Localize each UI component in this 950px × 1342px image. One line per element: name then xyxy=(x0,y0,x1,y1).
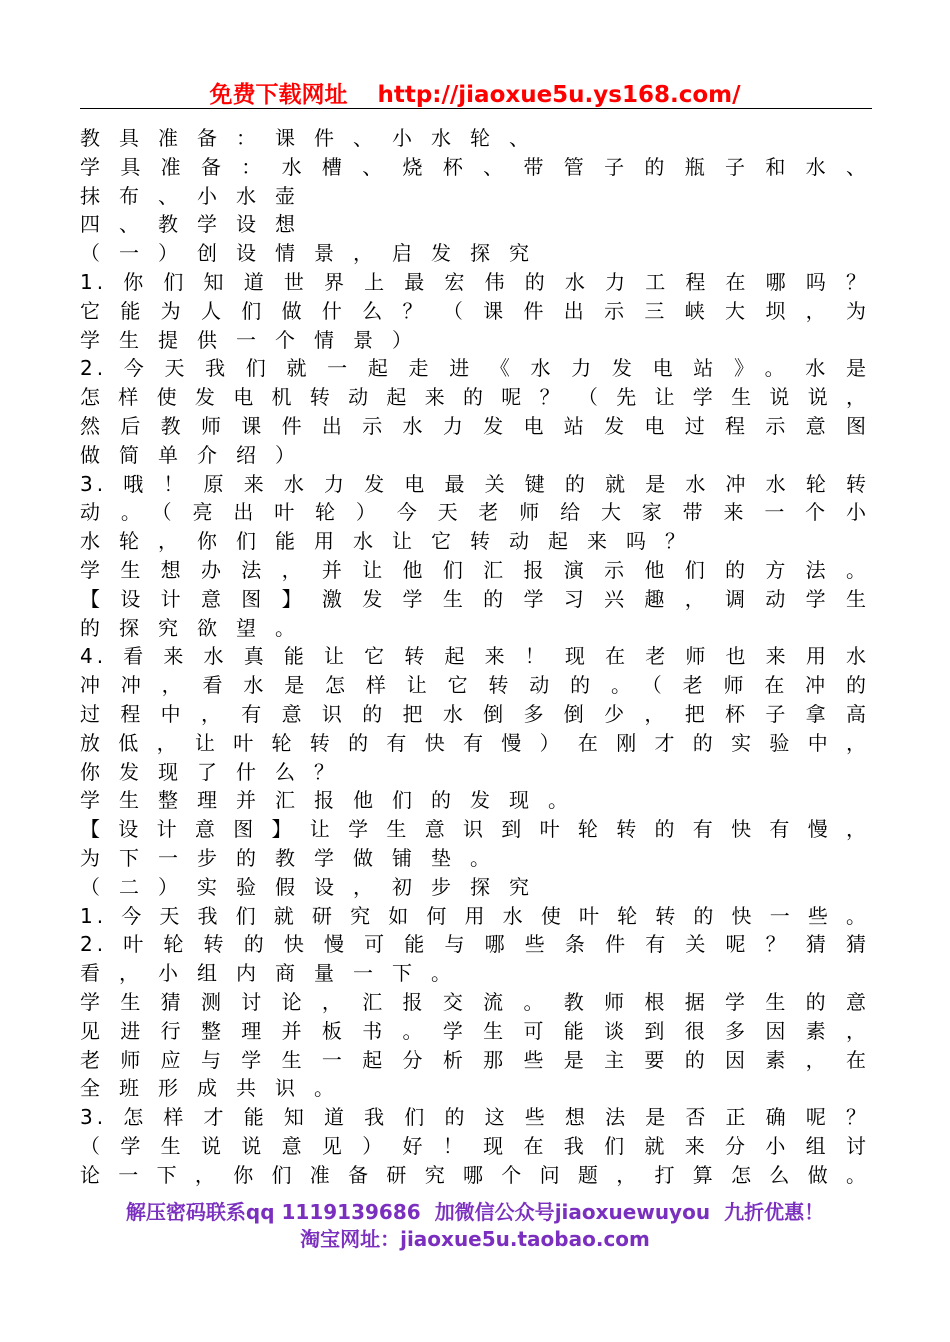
body-line: （一）创设情景，启发探究 xyxy=(80,241,548,266)
body-line: 2.叶轮转的快慢可能与哪些条件有关呢？猜猜 xyxy=(80,932,870,957)
body-line: 3.哦！原来水力发电最关键的就是水冲水轮转 xyxy=(80,471,870,496)
body-line: 2.今天我们就一起走进《水力发电站》。水是 xyxy=(80,356,870,381)
body-line: 学生整理并汇报他们的发现。 xyxy=(80,788,587,813)
body-line: 冲冲，看水是怎样让它转动的。（老师在冲的 xyxy=(80,673,870,698)
body-line: 教具准备：课件、小水轮、 xyxy=(80,126,548,150)
body-line: 为下一步的教学做铺垫。 xyxy=(80,845,509,870)
body-line: 过程中，有意识的把水倒多倒少，把杯子拿高 xyxy=(80,701,870,726)
body-line: 四、教学设想 xyxy=(80,212,314,237)
body-line: 怎样使发电机转动起来的呢？（先让学生说说， xyxy=(80,385,870,410)
footer-wechat-id: jiaoxuewuyou xyxy=(554,1200,711,1224)
header-divider xyxy=(80,108,872,109)
body-line: 学生猜测讨论，汇报交流。教师根据学生的意 xyxy=(80,989,870,1014)
body-line: 4.看来水真能让它转起来！现在老师也来用水 xyxy=(80,644,870,669)
header-url-link[interactable]: http://jiaoxue5u.ys168.com/ xyxy=(377,82,741,108)
body-line: 老师应与学生一起分析那些是主要的因素，在 xyxy=(80,1047,870,1072)
body-line: 水轮，你们能用水让它转动起来吗？ xyxy=(80,529,704,554)
footer-taobao-link[interactable]: jiaoxue5u.taobao.com xyxy=(400,1227,650,1251)
body-line: 1.今天我们就研究如何用水使叶轮转的快一些。 xyxy=(80,903,870,928)
footer-discount: 九折优惠！ xyxy=(724,1200,825,1224)
body-line: 然后教师课件出示水力发电站发电过程示意图 xyxy=(80,413,870,438)
page-footer xyxy=(0,1199,950,1253)
footer-qq: qq 1119139686 xyxy=(245,1200,421,1224)
body-line: 学生想办法，并让他们汇报演示他们的方法。 xyxy=(80,557,870,582)
footer-password-label: 解压密码联系 xyxy=(125,1200,246,1224)
body-line: 见进行整理并板书。学生可能谈到很多因素， xyxy=(80,1018,870,1043)
body-line: 它能为人们做什么？（课件出示三峡大坝，为 xyxy=(80,298,870,323)
body-line: （二）实验假设，初步探究 xyxy=(80,874,548,899)
body-line: 论一下，你们准备研究哪个问题，打算怎么做。 xyxy=(80,1162,870,1187)
body-line: （学生说说意见）好！现在我们就来分小组讨 xyxy=(80,1133,870,1158)
body-line: 【设计意图】让学生意识到叶轮转的有快有慢， xyxy=(80,817,870,842)
footer-wechat-label: 加微信公众号 xyxy=(434,1200,555,1224)
body-line: 看，小组内商量一下。 xyxy=(80,961,470,986)
body-line: 学生提供一个情景） xyxy=(80,327,431,352)
footer-taobao-label: 淘宝网址： xyxy=(300,1227,401,1251)
header-label: 免费下载网址 xyxy=(209,82,348,108)
body-line: 全班形成共识。 xyxy=(80,1076,353,1101)
body-line: 的探究欲望。 xyxy=(80,615,314,640)
document-body xyxy=(80,124,870,1189)
body-line: 1.你们知道世界上最宏伟的水力工程在哪吗？ xyxy=(80,269,870,294)
body-line: 做简单介绍） xyxy=(80,442,314,467)
footer-contact-line xyxy=(0,1199,950,1226)
body-line: 【设计意图】激发学生的学习兴趣，调动学生 xyxy=(80,586,870,611)
body-line: 你发现了什么？ xyxy=(80,759,353,784)
body-line: 学具准备：水槽、烧杯、带管子的瓶子和水、 xyxy=(80,154,870,179)
body-line: 抹布、小水壶 xyxy=(80,183,314,208)
body-line: 动。（亮出叶轮）今天老师给大家带来一个小 xyxy=(80,500,870,525)
footer-taobao-line xyxy=(0,1226,950,1253)
page-header xyxy=(0,76,950,109)
body-line: 3.怎样才能知道我们的这些想法是否正确呢？ xyxy=(80,1105,870,1130)
body-line: 放低，让叶轮转的有快有慢）在刚才的实验中， xyxy=(80,730,870,755)
